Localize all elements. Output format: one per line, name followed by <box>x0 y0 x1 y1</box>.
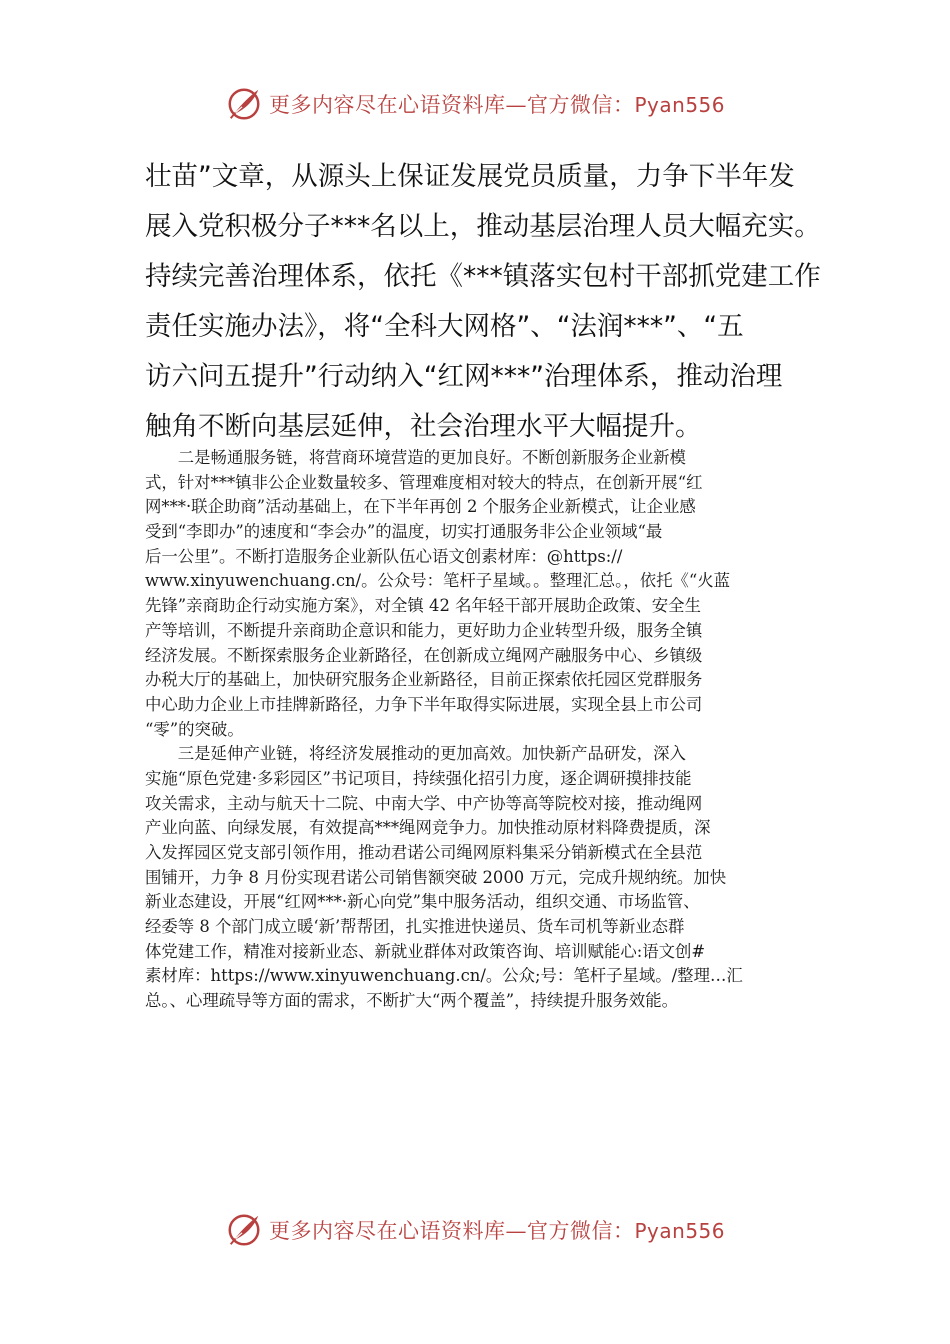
body-line: 围铺开，力争 8 月份实现君诺公司销售额突破 2000 万元，完成升规纳统。加快 <box>145 867 727 887</box>
quill-pen-logo-icon <box>225 85 263 123</box>
body-line: 产等培训，不断提升亲商助企意识和能力，更好助力企业转型升级，服务全镇 <box>145 620 703 640</box>
body-line: “零”的突破。 <box>145 719 244 739</box>
large-paragraph-line: 责任实施办法》，将“全科大网格”、“法润***”、“五 <box>145 311 744 342</box>
banner-text: 更多内容尽在心语资料库—官方微信：Pyan556 <box>268 1219 725 1243</box>
wechat-id: Pyan556 <box>634 1219 725 1243</box>
body-line: 经委等 8 个部门成立暖‘新’帮帮团，扎实推进快递员、货车司机等新业态群 <box>145 917 685 937</box>
header-banner <box>0 84 950 124</box>
body-line: 中心助力企业上市挂牌新路径，力争下半年取得实际进展，实现全县上市公司 <box>145 694 703 714</box>
body-line: 办税大厅的基础上，加快研究服务企业新路径，目前正探索依托园区党群服务 <box>145 670 703 690</box>
body-line: 攻关需求，主动与航天十二院、中南大学、中产协等高等院校对接，推动绳网 <box>145 793 703 813</box>
body-line: 后一公里”。不断打造服务企业新队伍心语文创素材库：@https:// <box>145 546 623 566</box>
body-line: 入发挥园区党支部引领作用，推动君诺公司绳网原料集采分销新模式在全县范 <box>145 843 703 862</box>
large-paragraph-line: 展入党积极分子***名以上，推动基层治理人员大幅充实。 <box>145 211 821 242</box>
body-text <box>145 446 810 1014</box>
body-line: 三是延伸产业链，将经济发展推动的更加高效。加快新产品研发，深入 <box>145 744 686 764</box>
body-line: 新业态建设，开展“红网***·新心向党”集中服务活动，组织交通、市场监管、 <box>145 892 700 912</box>
body-line: 产业向蓝、向绿发展，有效提高***绳网竞争力。加快推动原材料降费提质，深 <box>145 818 711 838</box>
body-line: 经济发展。不断探索服务企业新路径，在创新成立绳网产融服务中心、乡镇级 <box>145 645 703 665</box>
large-paragraph-line: 触角不断向基层延伸，社会治理水平大幅提升。 <box>145 411 702 442</box>
body-line: 网***·联企助商”活动基础上，在下半年再创 2 个服务企业新模式，让企业感 <box>145 497 696 517</box>
body-line: 受到“李即办”的速度和“李会办”的温度，切实打通服务非公企业领域“最 <box>145 522 663 542</box>
body-line: 总。、心理疏导等方面的需求，不断扩大“两个覆盖”，持续提升服务效能。 <box>145 991 679 1011</box>
large-paragraph-line: 持续完善治理体系，依托《***镇落实包村干部抓党建工作 <box>145 261 821 292</box>
body-line: www.xinyuwenchuang.cn/。公众号：笔杆子星域。。整理汇总。，依托《“火蓝 <box>145 571 731 591</box>
banner-text: 更多内容尽在心语资料库—官方微信：Pyan556 <box>268 93 725 117</box>
body-line: 二是畅通服务链，将营商环境营造的更加良好。不断创新服务企业新模 <box>145 448 686 467</box>
body-line: 体党建工作，精准对接新业态、新就业群体对政策咨询、培训赋能心:语文创# <box>145 941 706 961</box>
large-paragraph-line: 壮苗”文章，从源头上保证发展党员质量，力争下半年发 <box>145 161 795 192</box>
body-line: 先锋”亲商助企行动实施方案》，对全镇 42 名年轻干部开展助企政策、安全生 <box>145 596 701 616</box>
wechat-id: Pyan556 <box>634 93 725 117</box>
body-line: 式，针对***镇非公企业数量较多、管理难度相对较大的特点，在创新开展“红 <box>145 472 703 492</box>
body-line: 素材库：https://www.xinyuwenchuang.cn/。公众;号：笔杆子星域。/整理…汇 <box>145 966 743 986</box>
quill-pen-logo-icon <box>225 1211 263 1249</box>
large-paragraph-line: 访六问五提升”行动纳入“红网***”治理体系，推动治理 <box>145 361 783 392</box>
body-line: 实施“原色党建·多彩园区”书记项目，持续强化招引力度，逐企调研摸排技能 <box>145 768 692 788</box>
large-paragraph <box>145 152 821 452</box>
footer-banner <box>0 1210 950 1250</box>
